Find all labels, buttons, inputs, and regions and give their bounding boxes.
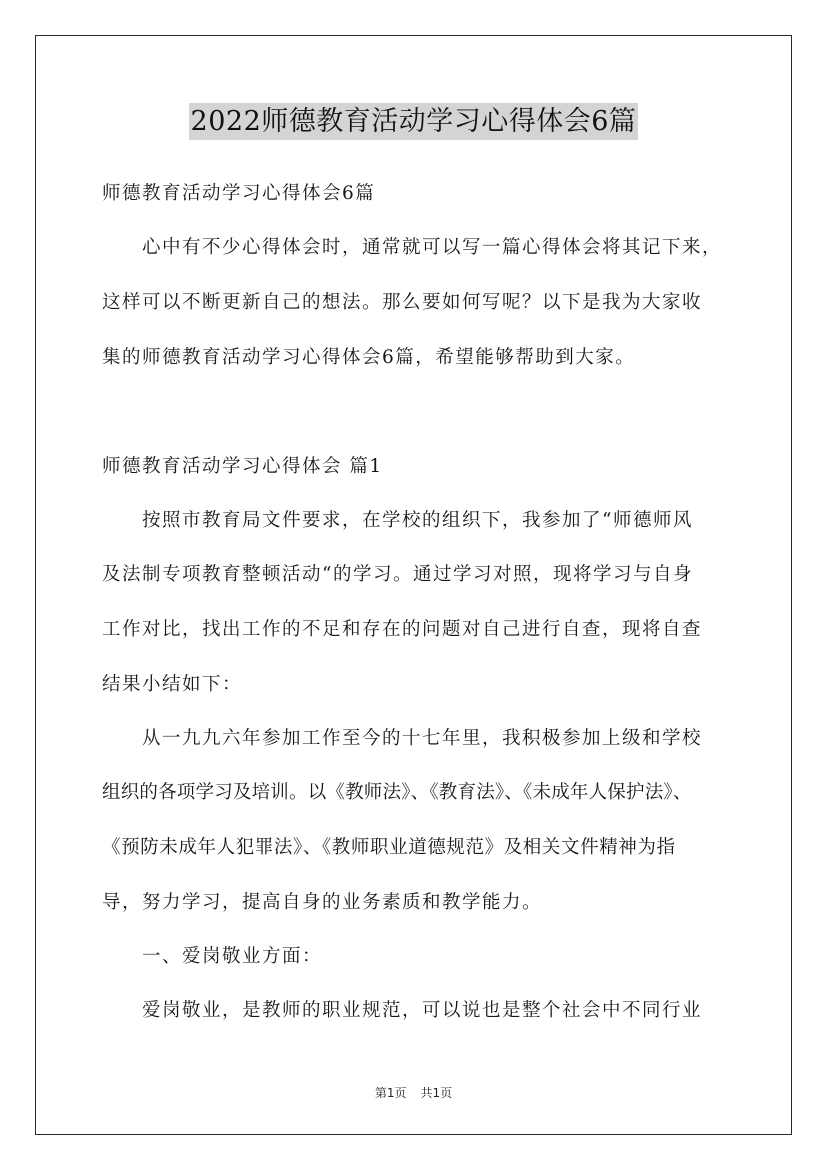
- page-number: 第1页: [374, 1086, 407, 1100]
- body-line: 按照市教育局文件要求，在学校的组织下，我参加了“师德师风: [142, 510, 693, 531]
- page-footer: [0, 1084, 827, 1101]
- body-line: 心中有不少心得体会时，通常就可以写一篇心得体会将其记下来，: [142, 237, 723, 258]
- title-container: [0, 103, 827, 140]
- body-line: 结果小结如下：: [102, 674, 243, 695]
- body-line: 集的师德教育活动学习心得体会6篇，希望能够帮助到大家。: [102, 347, 636, 368]
- body-line: 这样可以不断更新自己的想法。那么要如何写呢？以下是我为大家收: [102, 292, 703, 313]
- list-heading: 一、爱岗敬业方面：: [142, 946, 323, 967]
- subtitle-line: 师德教育活动学习心得体会6篇: [102, 183, 376, 204]
- body-line: 导，努力学习，提高自身的业务素质和教学能力。: [102, 892, 543, 913]
- body-line: 及法制专项教育整顿活动“的学习。通过学习对照，现将学习与自身: [102, 564, 693, 585]
- body-line: 《预防未成年人犯罪法》、《教师职业道德规范》及相关文件精神为指: [102, 837, 676, 858]
- body-line: 组织的各项学习及培训。以《教师法》、《教育法》、《未成年人保护法》、: [102, 782, 692, 803]
- body-line: 爱岗敬业，是教师的职业规范，可以说也是整个社会中不同行业: [142, 1000, 703, 1021]
- body-line: 工作对比，找出工作的不足和存在的问题对自己进行自查，现将自查: [102, 619, 703, 640]
- page-total: 共1页: [420, 1086, 453, 1100]
- document-title: 2022师德教育活动学习心得体会6篇: [189, 103, 639, 140]
- body-line: 从一九九六年参加工作至今的十七年里，我积极参加上级和学校: [142, 728, 703, 749]
- section-heading: 师德教育活动学习心得体会 篇1: [102, 456, 383, 477]
